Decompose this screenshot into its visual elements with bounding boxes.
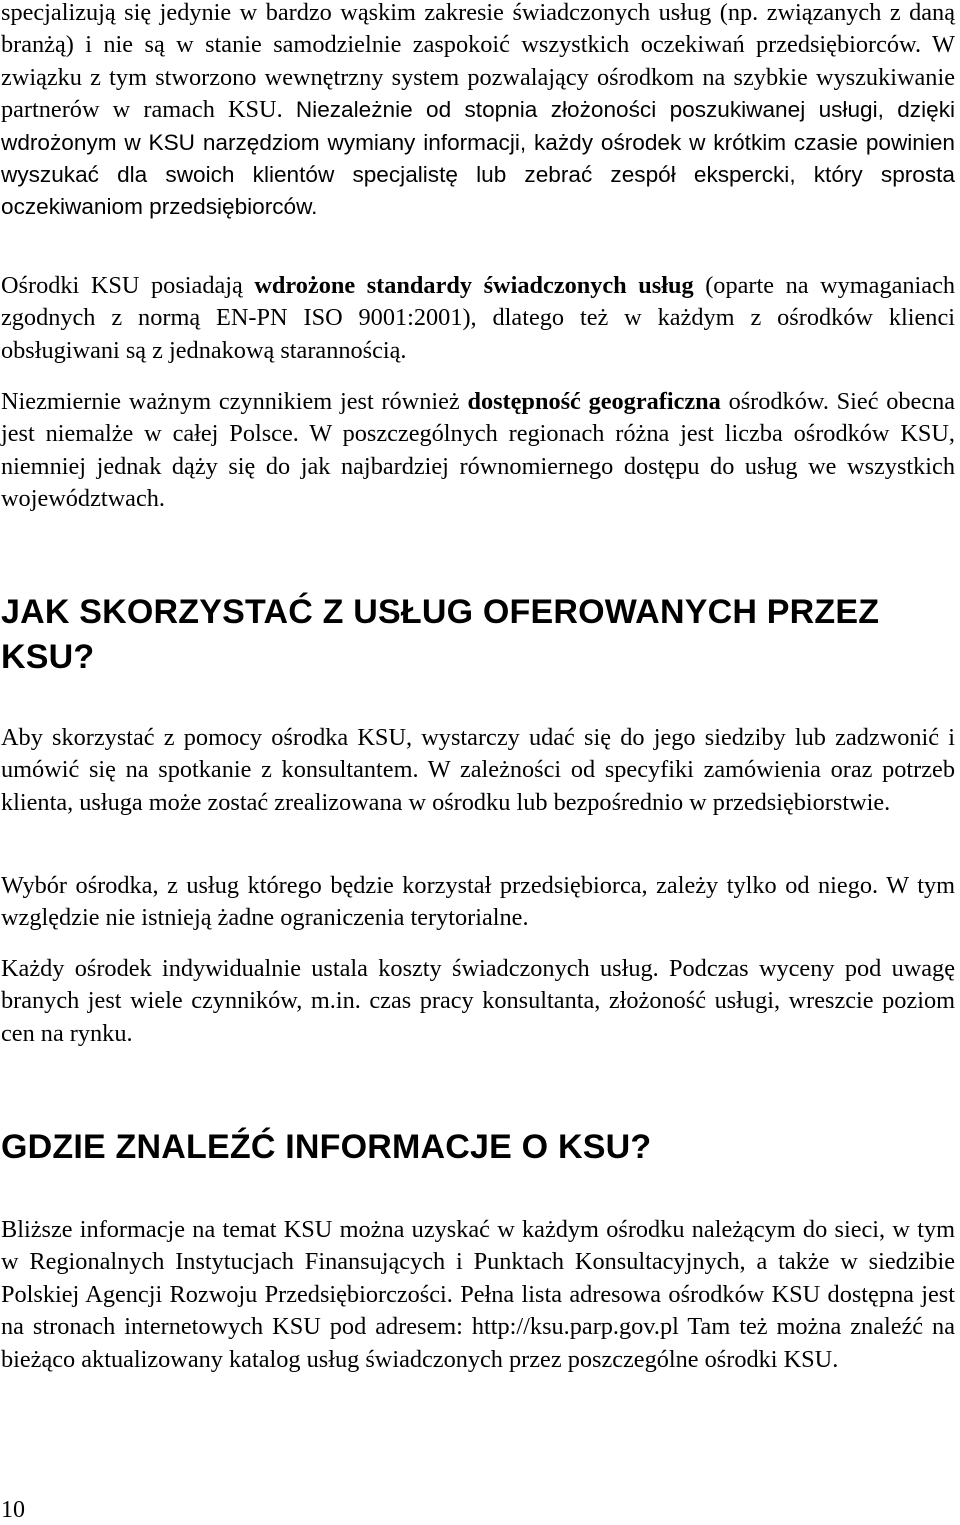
heading-where-to-find: GDZIE ZNALEŹĆ INFORMACJE O KSU? [1, 1128, 652, 1166]
heading-how-to-use: JAK SKORZYSTAĆ Z USŁUG OFEROWANYCH PRZEZ KSU? [1, 593, 880, 676]
paragraph-geography-text-2: ośrodków. Sieć obecna jest niemalże w całej Polsce. W poszczególnych regionach różna jest liczba ośrodków KSU, niemniej jednak dąży się do jak najbardziej równomiernego dostępu do usług we wszystkich województwach. [1, 388, 956, 513]
page-number: 10 [1, 1497, 25, 1523]
paragraph-standards [1, 270, 955, 367]
paragraph-choice: Wybór ośrodka, z usług którego będzie korzystał przedsiębiorca, zależy tylko od niego. W tym względzie nie istnieją żadne ograniczenia terytorialne. [1, 872, 955, 932]
paragraph-standards-bold: wdrożone standardy świadczonych usług [254, 272, 694, 299]
paragraph-costs: Każdy ośrodek indywidualnie ustala koszty świadczonych usług. Podczas wyceny pod uwagę branych jest wiele czynników, m.in. czas pracy konsultanta, złożoność usługi, wreszcie poziom cen na rynku. [1, 955, 955, 1047]
paragraph-partner-search-serif: specjalizują się jedynie w bardzo wąskim zakresie świadczonych usług (np. związanych z daną branżą) i nie są w stanie samodzielnie zaspokoić wszystkich oczekiwań przedsiębiorców. W związku z tym stworzono wewnętrzny system pozwalający ośrodkom na szybkie wyszukiwanie partnerów w ramach KSU. [1, 0, 955, 124]
paragraph-partner-search-sans: Niezależnie od stopnia złożoności poszukiwanej usługi, dzięki wdrożonym w KSU narzędziom wymiany informacji, każdy ośrodek w krótkim czasie powinien wyszukać dla swoich klientów specjalistę lub zebrać zespół ekspercki, który sprosta oczekiwaniom przedsiębiorców. [1, 97, 956, 220]
paragraph-partner-search [1, 0, 955, 224]
paragraph-geography [1, 386, 955, 516]
paragraph-more-info: Bliższe informacje na temat KSU można uzyskać w każdym ośrodku należącym do sieci, w tym w Regionalnych Instytucjach Finansujących i Punktach Konsultacyjnych, a także w siedzibie Polskiej Agencji Rozwoju Przedsiębiorczości. Pełna lista adresowa ośrodków KSU dostępna jest na stronach internetowych KSU pod adresem: http://ksu.parp.gov.pl Tam też można znaleźć na bieżąco aktualizowany katalog usług świadczonych przez poszczególne ośrodki KSU. [1, 1216, 955, 1373]
paragraph-geography-bold: dostępność geograficzna [467, 388, 721, 415]
paragraph-geography-text-1: Niezmiernie ważnym czynnikiem jest również [1, 388, 468, 415]
paragraph-standards-text-1: Ośrodki KSU posiadają [1, 272, 255, 299]
paragraph-how-to-contact: Aby skorzystać z pomocy ośrodka KSU, wystarczy udać się do jego siedziby lub zadzwonić i umówić się na spotkanie z konsultantem. W zależności od specyfiki zamówienia oraz potrzeb klienta, usługa może zostać zrealizowana w ośrodku lub bezpośrednio w przedsiębiorstwie. [1, 724, 955, 816]
paragraph-standards-text-2: (oparte na wymaganiach zgodnych z normą EN-PN ISO 9001:2001), dlatego też w każdym z ośrodków klienci obsługiwani są z jednakową starannością. [1, 272, 955, 364]
